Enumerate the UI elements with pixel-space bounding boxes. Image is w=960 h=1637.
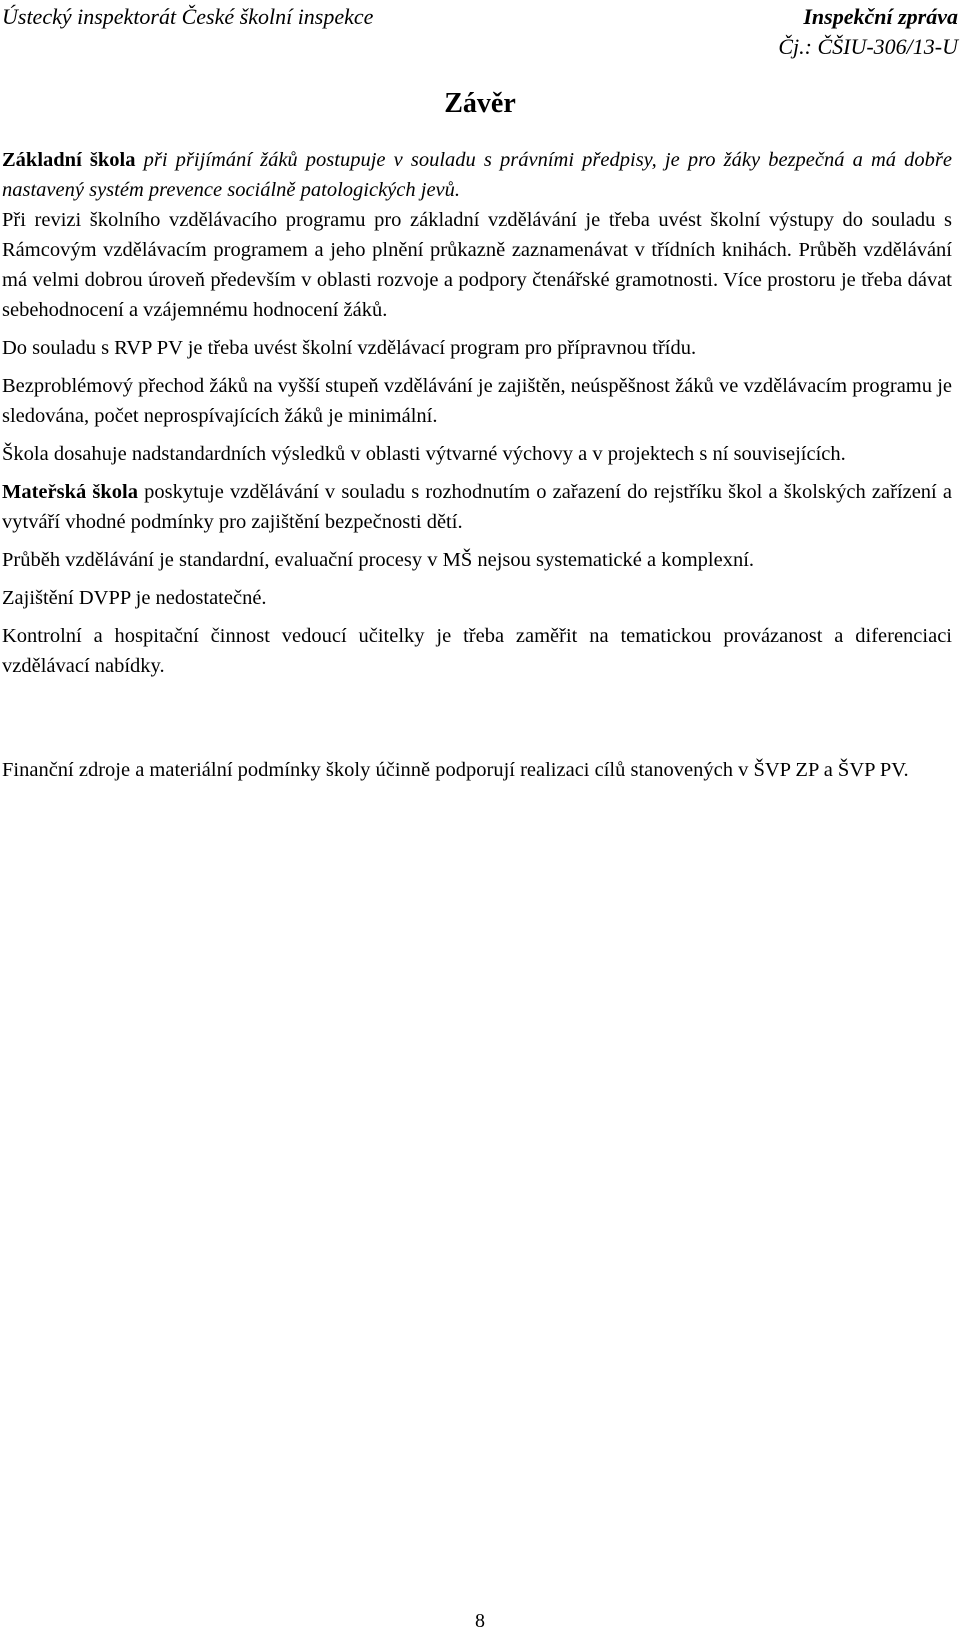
paragraph-art-results: Škola dosahuje nadstandardních výsledků v oblasti výtvarné výchovy a v projektech s ní souvisejících. bbox=[2, 443, 846, 465]
paragraph-supervision: Kontrolní a hospitační činnost vedoucí učitelky je třeba zaměřit na tematickou provázanost a diferenciaci vzdělávací nabídky. bbox=[2, 625, 952, 677]
header-report-info bbox=[778, 2, 958, 62]
basic-school-label: Základní škola bbox=[2, 149, 136, 171]
paragraph-preparatory-class: Do souladu s RVP PV je třeba uvést školní vzdělávací program pro přípravnou třídu. bbox=[2, 337, 697, 359]
paragraph-curriculum: Při revizi školního vzdělávacího programu pro základní vzdělávání je třeba uvést školní výstupy do souladu s Rámcovým vzdělávacím programem a jeho plnění průkazně zaznamenávat v třídních knihách. Průběh vzdělávání má velmi dobrou úroveň především v oblasti rozvoje a podpory čtenářské gramotnosti. Více prostoru je třeba dávat sebehodnocení a vzájemnému hodnocení žáků. bbox=[2, 209, 952, 321]
header-inspectorate: Ústecký inspektorát České školní inspekce bbox=[2, 4, 374, 29]
paragraph-spacer bbox=[2, 689, 952, 755]
paragraph-basic-school bbox=[2, 145, 952, 205]
kindergarten-text: poskytuje vzdělávání v souladu s rozhodnutím o zařazení do rejstříku škol a školských zařízení a vytváří vhodné podmínky pro zajištění bezpečnosti dětí. bbox=[2, 481, 953, 533]
header-reference-number: Čj.: ČŠIU-306/13-U bbox=[778, 34, 958, 59]
conclusion-body bbox=[2, 145, 952, 793]
header-report-title: Inspekční zpráva bbox=[803, 4, 958, 29]
paragraph-transition: Bezproblémový přechod žáků na vyšší stupeň vzdělávání je zajištěn, neúspěšnost žáků ve vzdělávacím programu je sledována, počet neprospívajících žáků je minimální. bbox=[2, 375, 952, 427]
page-header bbox=[0, 0, 960, 64]
section-title: Závěr bbox=[444, 88, 516, 119]
paragraph-finances: Finanční zdroje a materiální podmínky školy účinně podporují realizaci cílů stanovených v ŠVP ZP a ŠVP PV. bbox=[2, 759, 909, 781]
page-number: 8 bbox=[475, 1610, 485, 1632]
basic-school-text: při přijímání žáků postupuje v souladu s právními předpisy, je pro žáky bezpečná a má dobře nastavený systém prevence sociálně patologických jevů. bbox=[2, 149, 953, 201]
paragraph-dvpp: Zajištění DVPP je nedostatečné. bbox=[2, 587, 267, 609]
kindergarten-label: Mateřská škola bbox=[2, 481, 138, 503]
paragraph-kindergarten bbox=[2, 477, 952, 537]
paragraph-evaluation: Průběh vzdělávání je standardní, evaluační procesy v MŠ nejsou systematické a komplexní. bbox=[2, 549, 755, 571]
